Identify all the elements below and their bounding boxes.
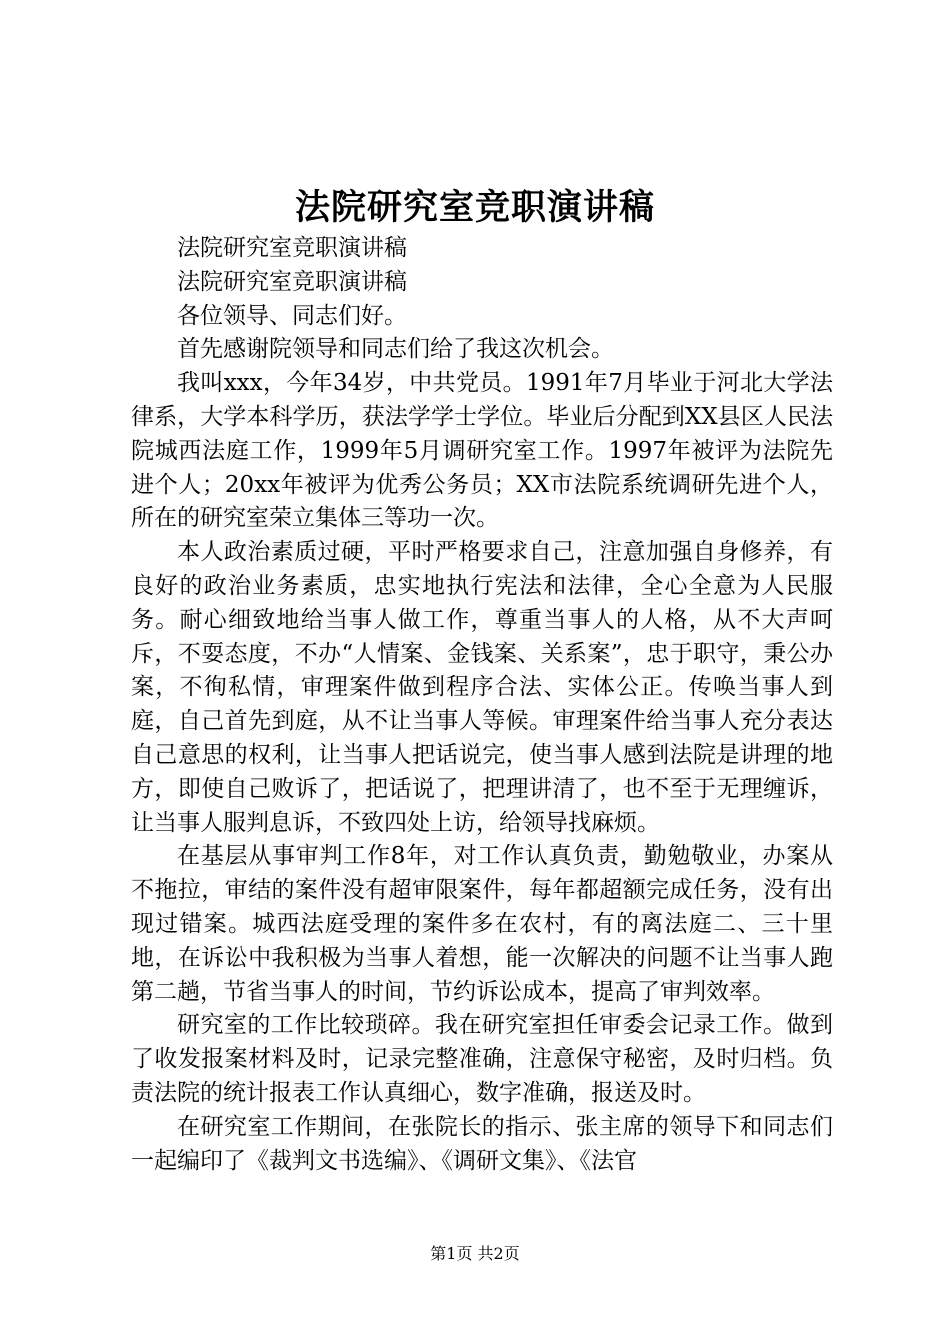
paragraph: 我叫xxx，今年34岁，中共党员。1991年7月毕业于河北大学法律系，大学本科学历，获法学学士学位。毕业后分配到XX县区人民法院城西法庭工作，1999年5月调研究室工作。1997年被评为法院先进个人；20xx年被评为优秀公务员；XX市法院系统调研先进个人，所在的研究室荣立集体三等功一次。 bbox=[131, 370, 833, 532]
paragraph: 在基层从事审判工作8年，对工作认真负责，勤勉敬业，办案从不拖拉，审结的案件没有超审限案件，每年都超额完成任务，没有出现过错案。城西法庭受理的案件多在农村，有的离法庭二、三十里地，在诉讼中我积极为当事人着想，能一次解决的问题不让当事人跑第二趟，节省当事人的时间，节约诉讼成本，提高了审判效率。 bbox=[131, 843, 833, 1005]
page-title: 法院研究室竞职演讲稿 bbox=[294, 187, 655, 228]
document-body bbox=[131, 232, 833, 1178]
paragraph: 本人政治素质过硬，平时严格要求自己，注意加强自身修养，有良好的政治业务素质，忠实地执行宪法和法律，全心全意为人民服务。耐心细致地给当事人做工作，尊重当事人的人格，从不大声呵斥，不耍态度，不办“人情案、金钱案、关系案”，忠于职守，秉公办案，不徇私情，审理案件做到程序合法、实体公正。传唤当事人到庭，自己首先到庭，从不让当事人等候。审理案件给当事人充分表达自己意思的权利，让当事人把话说完，使当事人感到法院是讲理的地方，即使自己败诉了，把话说了，把理讲清了，也不至于无理缠诉，让当事人服判息诉，不致四处上访，给领导找麻烦。 bbox=[131, 539, 833, 836]
paragraph: 研究室的工作比较琐碎。我在研究室担任审委会记录工作。做到了收发报案材料及时，记录完整准确，注意保守秘密，及时归档。负责法院的统计报表工作认真细心，数字准确，报送及时。 bbox=[131, 1012, 833, 1106]
paragraph: 在研究室工作期间，在张院长的指示、张主席的领导下和同志们一起编印了《裁判文书选编》、《调研文集》、《法官 bbox=[131, 1113, 833, 1174]
paragraph: 各位领导、同志们好。 bbox=[177, 302, 407, 329]
paragraph: 法院研究室竞职演讲稿 bbox=[177, 268, 407, 295]
page-footer: 第1页 共2页 bbox=[430, 1244, 520, 1263]
paragraph: 法院研究室竞职演讲稿 bbox=[177, 235, 407, 261]
paragraph: 首先感谢院领导和同志们给了我这次机会。 bbox=[177, 336, 614, 363]
